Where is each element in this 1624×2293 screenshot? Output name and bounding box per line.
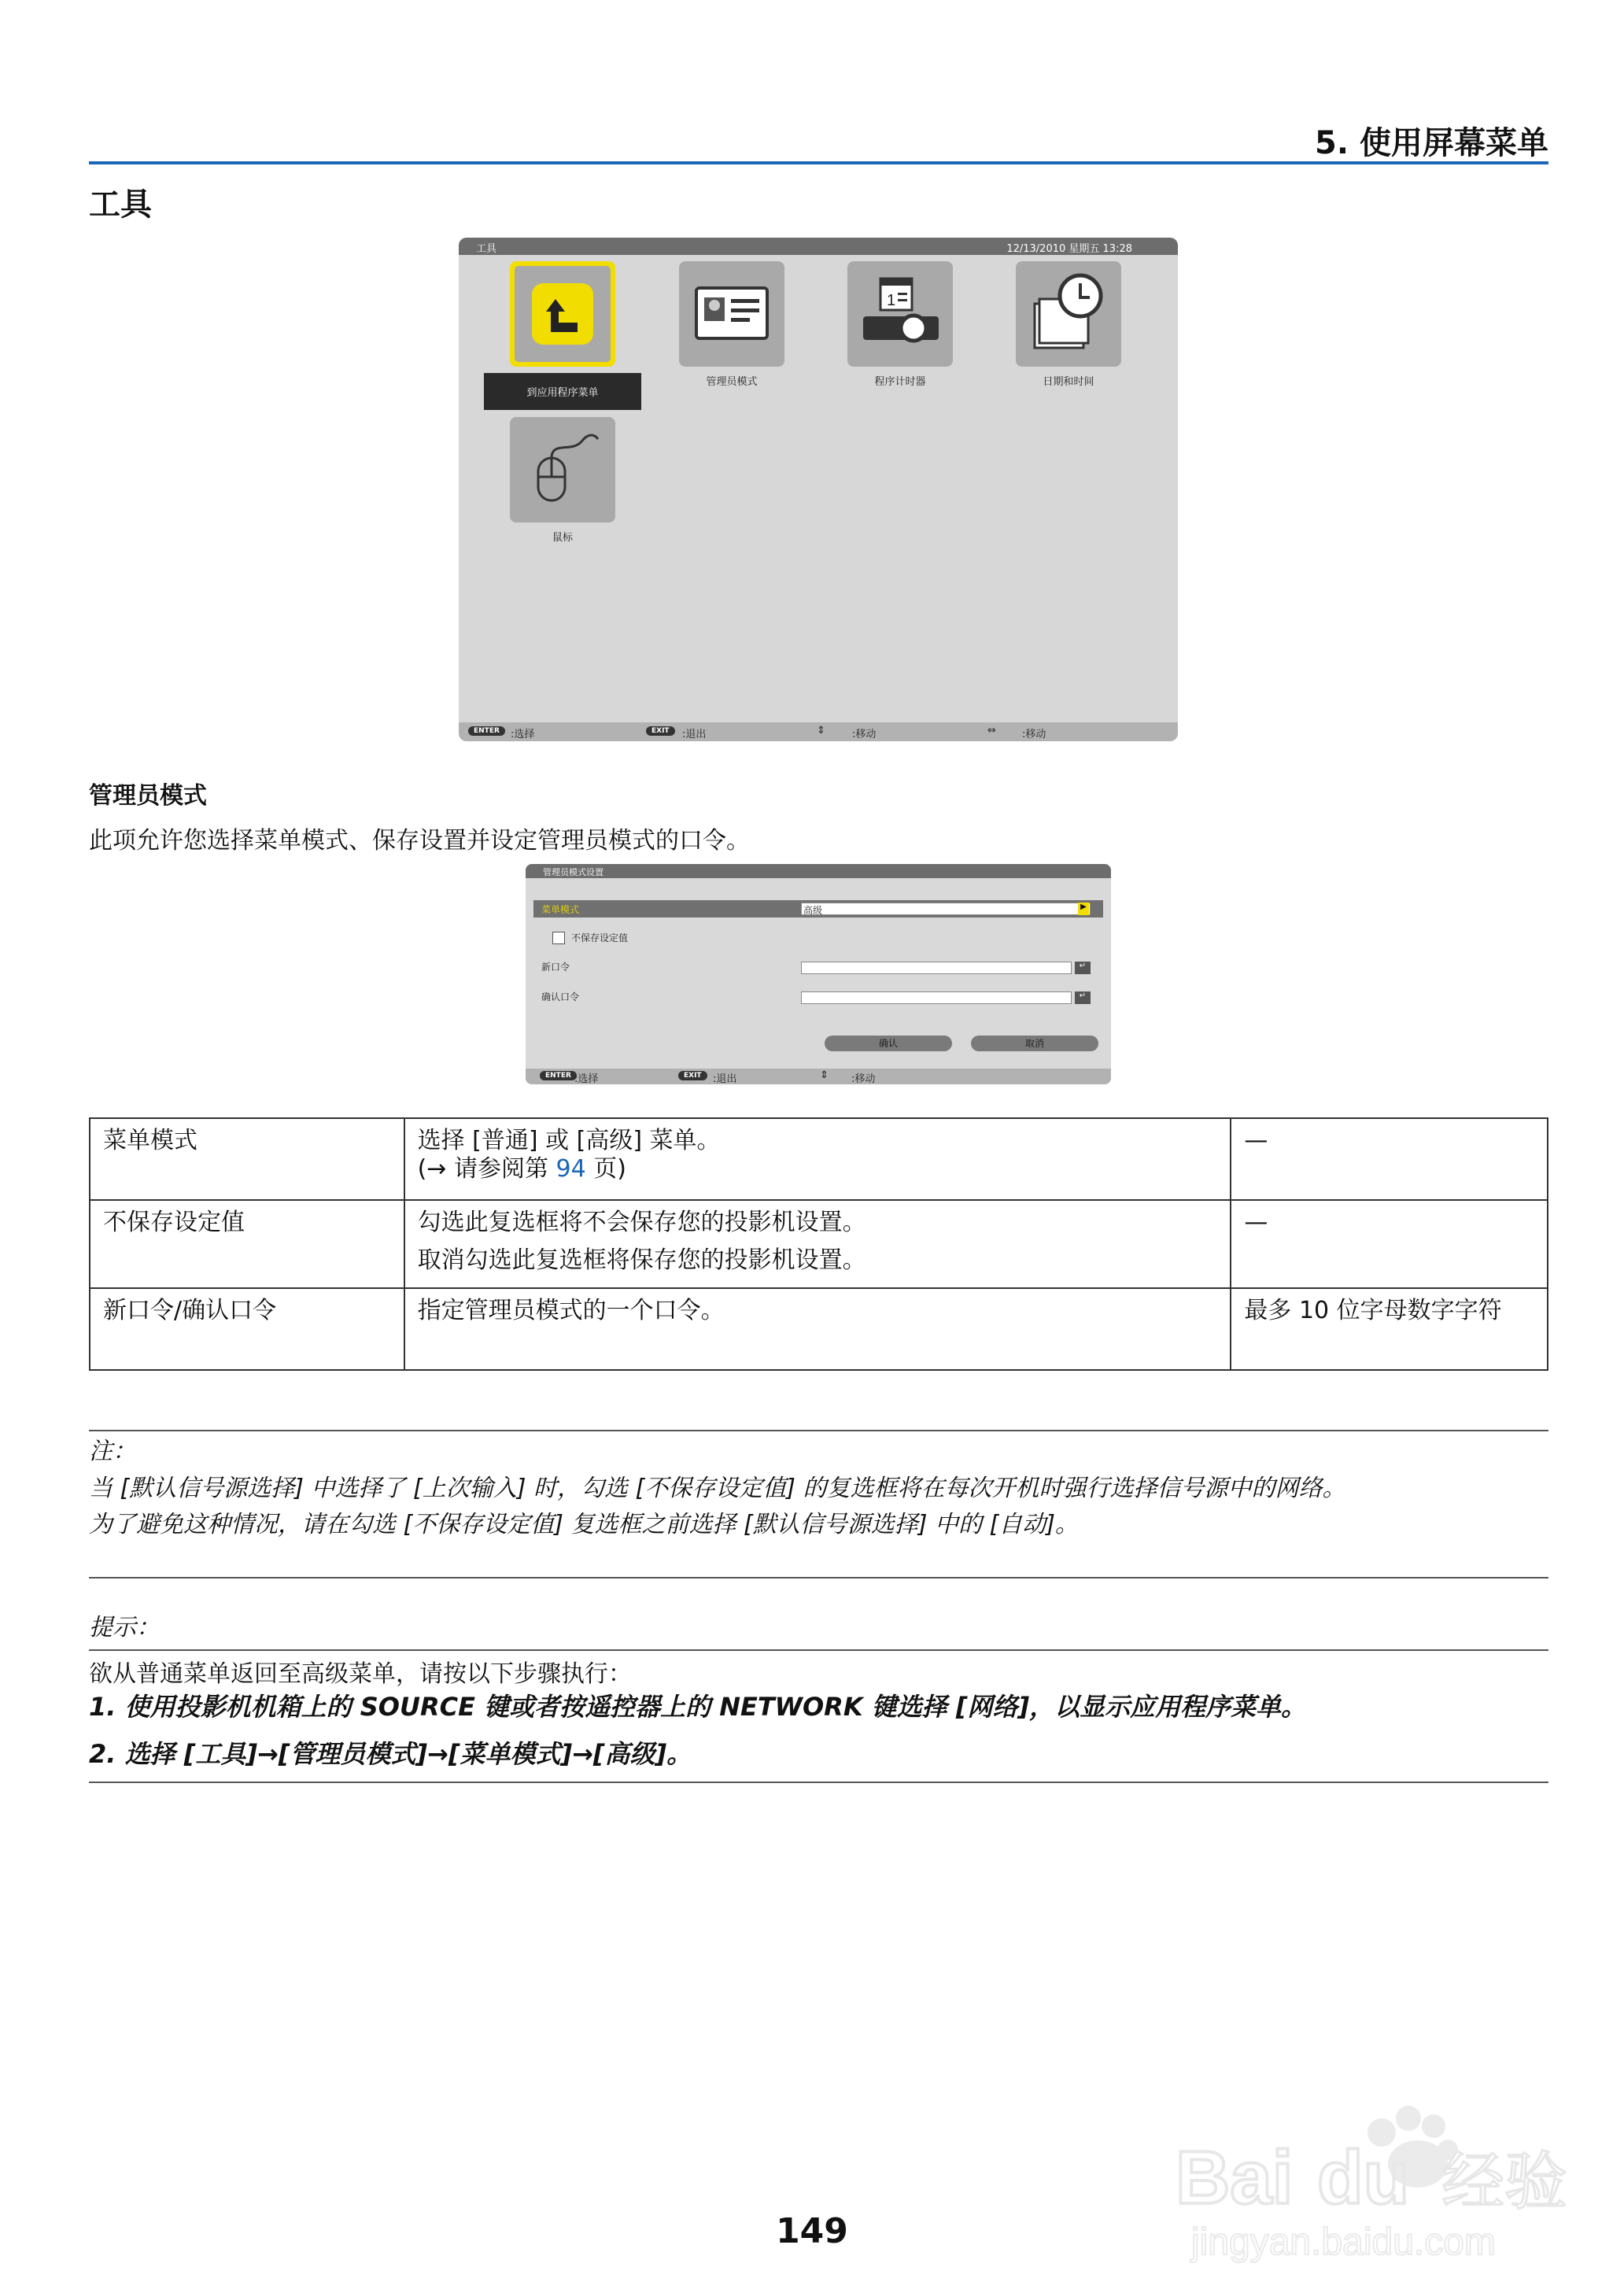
page-number: 149 xyxy=(776,2211,848,2251)
dialog-title: 管理员模式设置 xyxy=(543,867,603,877)
note-line-1: 当 [默认信号源选择] 中选择了 [上次输入] 时，勾选 [不保存设定值] 的复选框将在每次开机时强行选择信号源中的网络。 xyxy=(89,1474,1346,1502)
settings-table xyxy=(89,1117,1548,1371)
desc-line: 取消勾选此复选框将保存您的投影机设置。 xyxy=(417,1246,866,1274)
enter-hint: :选择 xyxy=(511,729,535,740)
desc-line: 选择 [普通] 或 [高级] 菜单。 xyxy=(417,1127,721,1154)
table-cell-name: 菜单模式 xyxy=(90,1118,404,1200)
tile-date-time[interactable] xyxy=(1016,261,1121,367)
exit-key-badge: EXIT xyxy=(678,1071,707,1080)
cancel-button[interactable]: 取消 xyxy=(971,1036,1098,1051)
desc-ref-line xyxy=(418,1155,1218,1183)
table-cell-note: — xyxy=(1231,1118,1548,1200)
tile-label-datetime: 日期和时间 xyxy=(1043,376,1094,388)
table-row xyxy=(90,1288,1548,1370)
table-row xyxy=(90,1118,1548,1200)
dialog-title-bar xyxy=(526,864,1111,878)
admin-settings-screen xyxy=(526,864,1111,1084)
tip-top-rule xyxy=(89,1649,1548,1651)
updown-arrow-icon: ⇕ xyxy=(820,1069,829,1081)
screen-datetime: 12/13/2010 星期五 13:28 xyxy=(1006,243,1132,255)
screen-title-bar xyxy=(459,238,1178,255)
tile-program-timer[interactable] xyxy=(847,261,953,367)
svg-text:du: du xyxy=(1317,2136,1410,2220)
ok-button[interactable]: 确认 xyxy=(825,1036,952,1051)
note-line-2: 为了避免这种情况，请在勾选 [不保存设定值] 复选框之前选择 [默认信号源选择] 中的 [自动]。 xyxy=(89,1511,1079,1538)
table-cell-desc xyxy=(404,1200,1231,1288)
menu-mode-select[interactable] xyxy=(801,903,1091,915)
enter-key-icon[interactable]: ↵ xyxy=(1075,991,1091,1004)
ref-prefix: (→ 请参阅第 xyxy=(417,1155,556,1183)
page-ref-link[interactable]: 94 xyxy=(555,1155,586,1183)
menu-mode-label: 菜单模式 xyxy=(541,904,580,915)
table-cell-desc: 指定管理员模式的一个口令。 xyxy=(404,1288,1231,1370)
enter-hint: :选择 xyxy=(574,1073,599,1084)
tile-back-to-app-menu[interactable] xyxy=(510,261,615,367)
tile-label-mouse: 鼠标 xyxy=(552,532,573,544)
note-bottom-rule xyxy=(89,1577,1548,1579)
table-cell-desc xyxy=(404,1118,1231,1200)
play-arrow-icon[interactable]: ▶ xyxy=(1078,903,1089,915)
updown-arrow-icon: ⇕ xyxy=(817,725,825,737)
desc-line: 勾选此复选框将不会保存您的投影机设置。 xyxy=(417,1209,866,1236)
tile-label-timer: 程序计时器 xyxy=(874,376,926,388)
admin-mode-description: 此项允许您选择菜单模式、保存设置并设定管理员模式的口令。 xyxy=(89,827,750,855)
svg-text:Bai: Bai xyxy=(1176,2136,1294,2220)
back-arrow-icon xyxy=(515,266,611,362)
timer-calendar-icon xyxy=(847,261,953,367)
clock-icon xyxy=(1016,261,1121,367)
tile-admin-mode[interactable] xyxy=(679,261,784,367)
screen-footer xyxy=(459,722,1178,741)
table-row xyxy=(90,1200,1548,1288)
menu-mode-row[interactable] xyxy=(533,900,1103,918)
tip-step-1: 1. 使用投影机机箱上的 SOURCE 键或者按遥控器上的 NETWORK 键选择 [网络]，以显示应用程序菜单。 xyxy=(89,1692,1307,1722)
tools-menu-screen xyxy=(459,238,1178,741)
note-block xyxy=(89,1434,1548,1544)
leftright-arrow-icon: ⇔ xyxy=(987,725,996,737)
enter-key-badge: ENTER xyxy=(468,726,505,736)
tip-step-2: 2. 选择 [工具]→[管理员模式]→[菜单模式]→[高级]。 xyxy=(89,1739,692,1769)
dialog-footer xyxy=(526,1069,1111,1084)
table-cell-note: — xyxy=(1231,1200,1548,1288)
tip-bottom-rule xyxy=(89,1782,1548,1783)
new-password-field[interactable] xyxy=(801,962,1072,974)
tile-label-admin: 管理员模式 xyxy=(706,376,758,388)
section-title: 工具 xyxy=(89,186,152,223)
leftright-hint: :移动 xyxy=(1022,729,1046,740)
mouse-icon xyxy=(510,417,615,522)
tip-intro: 欲从普通菜单返回至高级菜单，请按以下步骤执行： xyxy=(89,1660,632,1688)
table-cell-name: 不保存设定值 xyxy=(90,1200,404,1288)
confirm-password-label: 确认口令 xyxy=(541,991,580,1002)
exit-hint: :退出 xyxy=(713,1073,737,1084)
new-password-label: 新口令 xyxy=(541,962,570,973)
admin-mode-heading: 管理员模式 xyxy=(89,782,207,810)
no-save-checkbox[interactable] xyxy=(552,932,565,944)
note-heading: 注： xyxy=(89,1438,136,1465)
note-top-rule xyxy=(89,1430,1548,1431)
tile-label-back: 到应用程序菜单 xyxy=(484,373,641,410)
chapter-title: 5. 使用屏幕菜单 xyxy=(1315,125,1548,161)
exit-hint: :退出 xyxy=(682,729,707,740)
svg-text:经验: 经验 xyxy=(1441,2145,1567,2218)
table-cell-name: 新口令/确认口令 xyxy=(90,1288,404,1370)
menu-mode-value: 高级 xyxy=(803,905,823,916)
header-rule xyxy=(89,161,1548,164)
enter-key-icon[interactable]: ↵ xyxy=(1075,962,1091,974)
tile-mouse[interactable] xyxy=(510,417,615,522)
screen-title: 工具 xyxy=(476,243,497,255)
confirm-password-field[interactable] xyxy=(801,991,1072,1004)
svg-text:jingyan.baidu.com: jingyan.baidu.com xyxy=(1191,2221,1496,2263)
enter-key-badge: ENTER xyxy=(540,1071,577,1080)
no-save-checkbox-label: 不保存设定值 xyxy=(571,932,629,943)
exit-key-badge: EXIT xyxy=(646,726,675,736)
tip-heading: 提示： xyxy=(89,1614,160,1641)
updown-hint: :移动 xyxy=(852,729,877,740)
id-card-icon xyxy=(679,261,784,367)
ref-suffix: 页) xyxy=(585,1155,626,1183)
table-cell-note: 最多 10 位字母数字字符 xyxy=(1231,1288,1548,1370)
svg-text:1: 1 xyxy=(887,292,896,309)
updown-hint: :移动 xyxy=(851,1073,876,1084)
